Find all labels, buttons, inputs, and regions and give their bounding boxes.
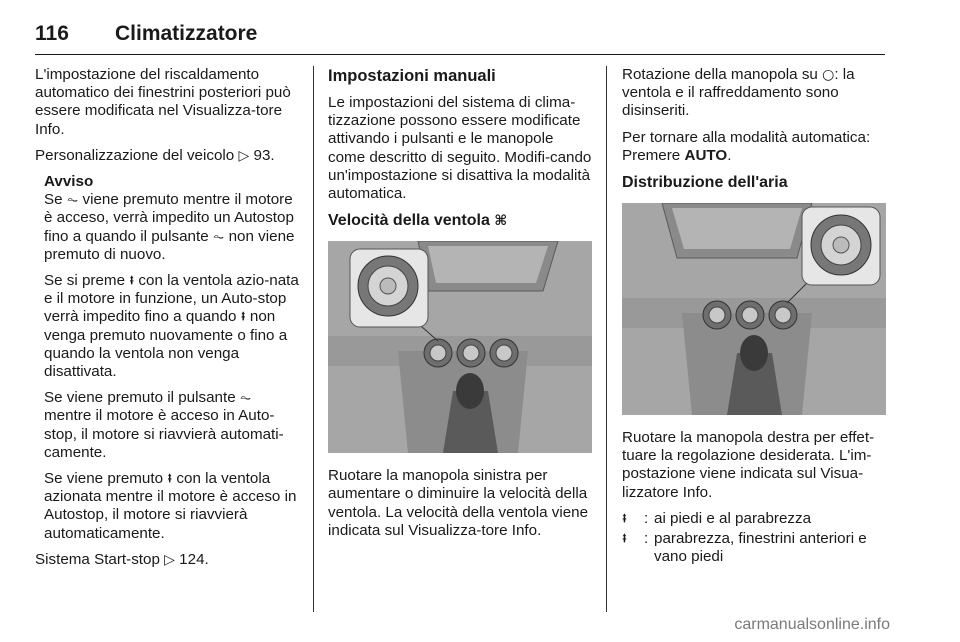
paragraph: Rotazione della manopola su ○: la ventola e il raffreddamento sono disinseriti. bbox=[622, 66, 855, 120]
column-2 bbox=[328, 66, 593, 548]
page-reference-link[interactable]: 93. bbox=[253, 146, 275, 164]
windscreen-foot-icon: ⭻ bbox=[622, 531, 627, 548]
rear-defrost-icon: ⏦ bbox=[212, 228, 225, 245]
air-distribution-list bbox=[622, 510, 886, 567]
definition-separator: : bbox=[644, 530, 649, 548]
foot-windscreen-icon: ⭻ bbox=[167, 471, 173, 488]
paragraph: Per tornare alla modalità automatica: Premere AUTO. bbox=[622, 128, 871, 164]
page-number: 116 bbox=[35, 22, 69, 45]
dashboard-drawing bbox=[328, 241, 592, 453]
definition-separator: : bbox=[644, 509, 649, 527]
auto-label: AUTO bbox=[684, 146, 728, 164]
figure-caption: Ruotare la manopola sinistra per aumentare o diminuire la velocità della ventola. La velocità della ventola viene indicata sul Visualizza-tore Info. bbox=[328, 467, 589, 539]
chapter-title: Climatizzatore bbox=[115, 22, 258, 45]
definition-text: parabrezza, finestrini anteriori e vano piedi bbox=[654, 530, 867, 566]
note-box bbox=[44, 173, 300, 543]
paragraph: Personalizzazione del veicolo ▷ 93. bbox=[35, 146, 275, 164]
dashboard-drawing bbox=[622, 203, 886, 415]
definition-text: ai piedi e al parabrezza bbox=[654, 509, 812, 527]
reference-arrow-icon: ▷ bbox=[164, 551, 175, 568]
watermark: carmanualsonline.info bbox=[734, 616, 890, 633]
reference-arrow-icon: ▷ bbox=[238, 147, 250, 164]
rear-defrost-icon: ⏦ bbox=[66, 192, 79, 209]
page-reference-link[interactable]: 124. bbox=[179, 550, 209, 568]
figure-caption: Ruotare la manopola destra per effet-tuare la regolazione desiderata. L'im-postazione viene indicata sul Visua-lizzatore Info. bbox=[622, 429, 875, 501]
fan-icon: ⌘ bbox=[494, 213, 508, 230]
dashboard-illustration-fan-knob bbox=[328, 241, 592, 453]
note-title: Avviso bbox=[44, 173, 94, 191]
paragraph: Le impostazioni del sistema di clima-tizzazione possono essere modificate attivando i pulsanti e le manopole come descritto di seguito. Modifi-cando un'impostazione si disattiva la modalità automatica. bbox=[328, 94, 592, 203]
foot-windscreen-icon: ⭻ bbox=[240, 309, 246, 326]
foot-windscreen-icon: ⭻ bbox=[129, 273, 135, 290]
section-heading: Impostazioni manuali bbox=[328, 67, 496, 85]
dashboard-illustration-distribution-knob bbox=[622, 203, 886, 415]
foot-windscreen-icon: ⭻ bbox=[622, 510, 627, 527]
rear-defrost-icon: ⏦ bbox=[239, 390, 252, 407]
column-divider bbox=[606, 66, 607, 612]
subsection-heading: Distribuzione dell'aria bbox=[622, 174, 788, 192]
note-paragraph: Se ⏦ viene premuto mentre il motore è acceso, verrà impedito un Autostop fino a quando il pulsante ⏦ non viene premuto di nuovo. bbox=[44, 191, 295, 263]
column-divider bbox=[313, 66, 314, 612]
column-3 bbox=[622, 66, 886, 566]
subsection-heading: Velocità della ventola ⌘ bbox=[328, 212, 508, 230]
page-header bbox=[35, 22, 885, 55]
note-paragraph: Se viene premuto ⭻ con la ventola azionata mentre il motore è acceso in Autostop, il motore si riavvierà automaticamente. bbox=[44, 470, 297, 542]
note-paragraph: Se viene premuto il pulsante ⏦ mentre il motore è acceso in Auto-stop, il motore si riavvierà automati-camente. bbox=[44, 389, 284, 461]
paragraph: L'impostazione del riscaldamento automatico dei finestrini posteriori può essere modificata nel Visualizza-tore Info. bbox=[35, 66, 291, 138]
note-paragraph: Se si preme ⭻ con la ventola azio-nata e il motore in funzione, un Auto-stop verrà impedito fino a quando ⭻ non venga premuto nuovamente o fino a quando la ventola non venga disattivata. bbox=[44, 272, 299, 381]
off-position-icon: ○ bbox=[822, 67, 835, 83]
column-1 bbox=[35, 66, 300, 577]
paragraph: Sistema Start-stop ▷ 124. bbox=[35, 550, 209, 568]
